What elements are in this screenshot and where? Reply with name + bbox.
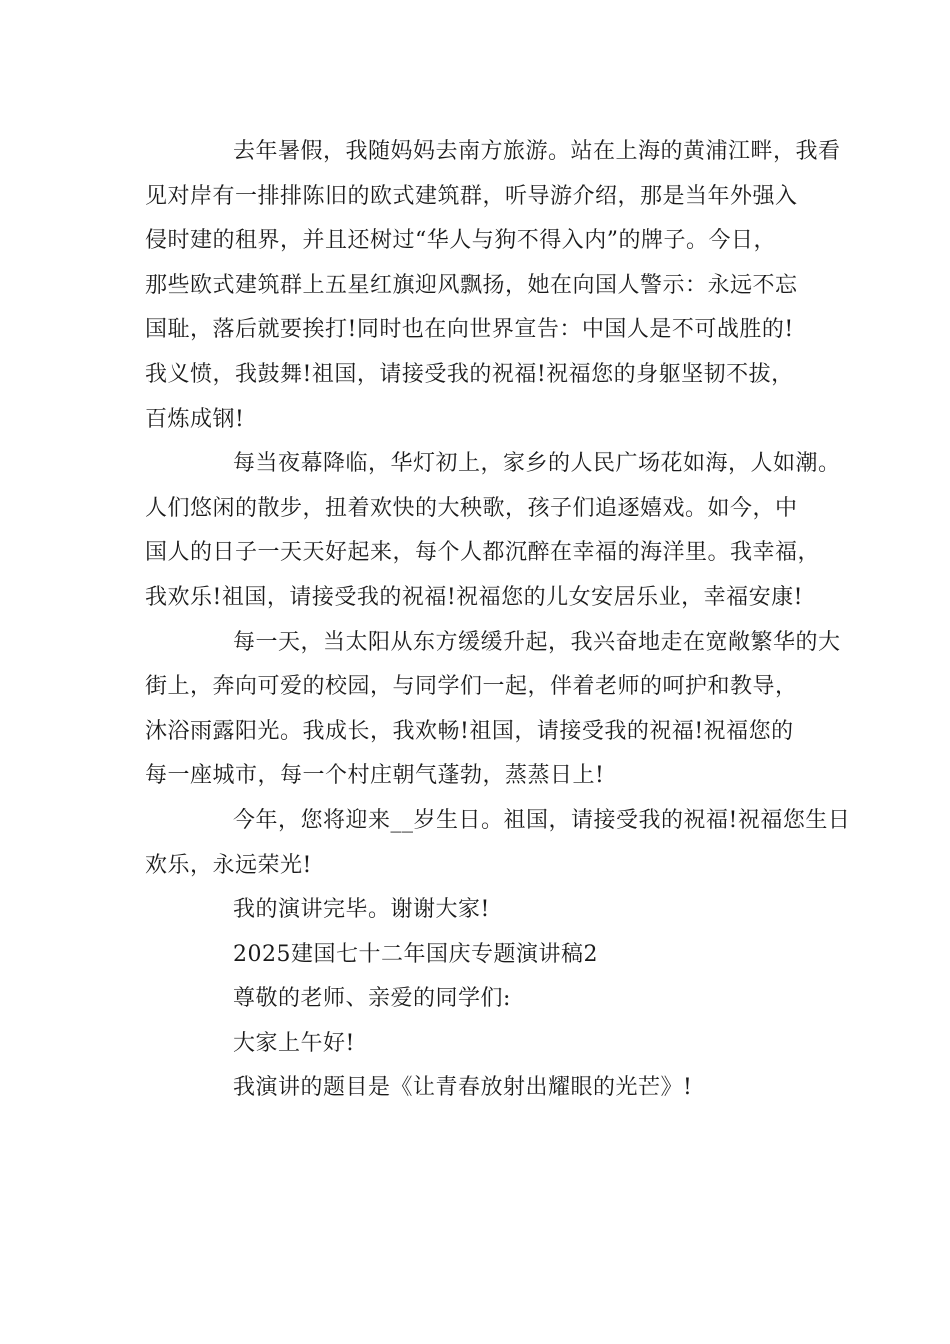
text-line: 人们悠闲的散步，扭着欢快的大秧歌，孩子们追逐嬉戏。如今，中 — [145, 495, 798, 521]
document-body — [145, 130, 851, 1111]
text-line: 那些欧式建筑群上五星红旗迎风飘扬，她在向国人警示：永远不忘 — [145, 272, 798, 298]
text-line: 欢乐，永远荣光! — [145, 852, 312, 878]
text-line: 今年，您将迎来__岁生日。祖国，请接受我的祝福!祝福您生日 — [233, 807, 851, 833]
text-line: 每当夜幕降临，华灯初上，家乡的人民广场花如海，人如潮。 — [233, 451, 841, 477]
text-line: 百炼成钢! — [145, 406, 245, 432]
text-line: 我的演讲完毕。谢谢大家! — [233, 897, 490, 923]
text-line: 每一天，当太阳从东方缓缓升起，我兴奋地走在宽敞繁华的大 — [233, 629, 841, 655]
text-line: 我演讲的题目是《让青春放射出耀眼的光芒》! — [233, 1075, 693, 1101]
speech-title: 2025建国七十二年国庆专题演讲稿2 — [233, 941, 598, 967]
salutation: 尊敬的老师、亲爱的同学们: — [233, 986, 511, 1012]
text-line: 侵时建的租界，并且还树过“华人与狗不得入内”的牌子。今日， — [145, 228, 776, 254]
text-line: 每一座城市，每一个村庄朝气蓬勃，蒸蒸日上! — [145, 763, 605, 789]
text-line: 国人的日子一天天好起来，每个人都沉醉在幸福的海洋里。我幸福， — [145, 540, 821, 566]
text-line: 沐浴雨露阳光。我成长，我欢畅!祖国，请接受我的祝福!祝福您的 — [145, 718, 794, 744]
text-line: 见对岸有一排排陈旧的欧式建筑群，听导游介绍，那是当年外强入 — [145, 183, 798, 209]
text-line: 去年暑假，我随妈妈去南方旅游。站在上海的黄浦江畔，我看 — [233, 139, 841, 164]
text-line: 国耻，落后就要挨打!同时也在向世界宣告：中国人是不可战胜的! — [145, 317, 794, 343]
text-line: 我义愤，我鼓舞!祖国，请接受我的祝福!祝福您的身躯坚韧不拔， — [145, 361, 794, 387]
text-line: 街上，奔向可爱的校园，与同学们一起，伴着老师的呵护和教导， — [145, 674, 798, 700]
text-line: 我欢乐!祖国，请接受我的祝福!祝福您的儿女安居乐业，幸福安康! — [145, 584, 804, 610]
greeting: 大家上午好! — [233, 1030, 355, 1056]
